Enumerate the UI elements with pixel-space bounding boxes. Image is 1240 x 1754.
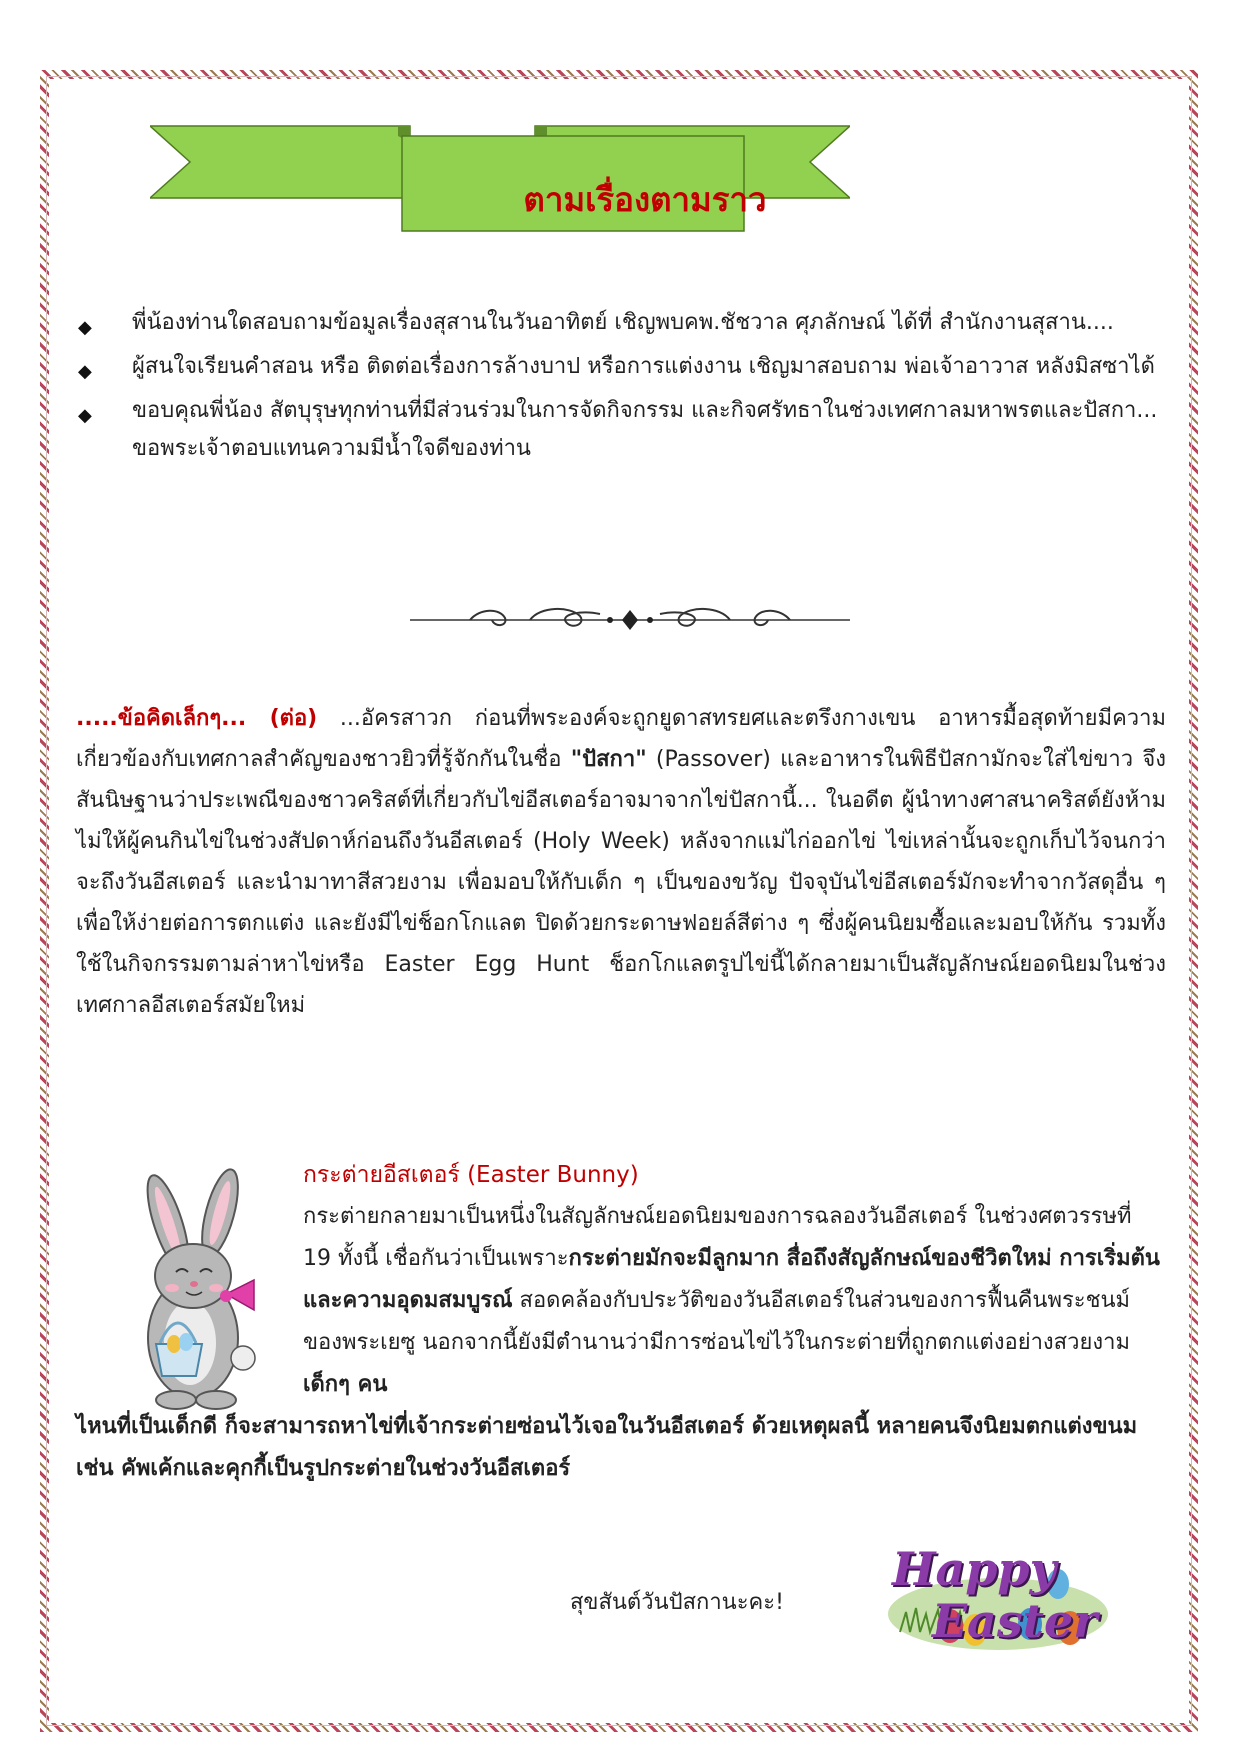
banner-title: ตามเรื่องตามราว	[523, 180, 767, 219]
easter-bunny-illustration	[108, 1168, 278, 1414]
announcement-text: ขอบคุณพี่น้อง สัตบุรุษทุกท่านที่มีส่วนร่วมในการจัดกิจกรรม และกิจศรัทธาในช่วงเทศกาลมหาพรตและปัสกา... ขอพระเจ้าตอบแทนความมีน้ำใจดีของท่าน	[132, 398, 1158, 461]
scroll-ornament-icon	[410, 600, 850, 640]
diamond-bullet-icon: ◆	[78, 405, 92, 426]
happy-easter-word-2: Easter	[932, 1594, 1098, 1648]
article-lead: ...อัครสาวก ก่อนที่พระองค์จะถูกยูดาสทรยศและตรึงกางเขน อาหารมื้อสุดท้ายมีความเกี่ยวข้องกับเทศกาลสำคัญของชาวยิวที่รู้จักกันในชื่อ	[76, 706, 1166, 772]
bunny-section-title: กระต่ายอีสเตอร์ (Easter Bunny)	[303, 1162, 639, 1188]
title-banner	[150, 118, 850, 248]
announcement-item	[76, 304, 1166, 342]
announcement-text: ผู้สนใจเรียนคำสอน หรือ ติดต่อเรื่องการล้างบาป หรือการแต่งงาน เชิญมาสอบถาม พ่อเจ้าอาวาส หลังมิสซาได้	[132, 354, 1155, 379]
bunny-emphasis: เด็กๆ คน	[303, 1372, 388, 1397]
announcement-list	[76, 304, 1166, 474]
passover-term: "ปัสกา"	[570, 747, 647, 772]
diamond-bullet-icon: ◆	[78, 361, 92, 382]
bunny-paragraph-continued: ไหนที่เป็นเด็กดี ก็จะสามารถหาไข่ที่เจ้ากระต่ายซ่อนไว้เจอในวันอีสเตอร์ ด้วยเหตุผลนี้ หลายคนจึงนิยมตกแต่งขนม เช่น คัพเค้กและคุกกี้เป็นรูปกระต่ายในช่วงวันอีสเตอร์	[76, 1414, 1138, 1481]
announcement-item	[76, 392, 1166, 468]
bunny-paragraph	[303, 1196, 1165, 1406]
happy-easter-logo	[880, 1532, 1116, 1662]
announcement-text: พี่น้องท่านใดสอบถามข้อมูลเรื่องสุสานในวันอาทิตย์ เชิญพบคพ.ชัชวาล ศุภลักษณ์ ได้ที่ สำนักงานสุสาน....	[132, 310, 1114, 335]
diamond-bullet-icon: ◆	[78, 317, 92, 338]
article-body: (Passover) และอาหารในพิธีปัสกามักจะใส่ไข่ขาว จึงสันนิษฐานว่าประเพณีของชาวคริสต์ที่เกี่ยวกับไข่อีสเตอร์อาจมาจากไข่ปัสกานี้... ในอดีต ผู้นำทางศาสนาคริสต์ยังห้ามไม่ให้ผู้คนกินไข่ในช่วงสัปดาห์ก่อนถึงวันอีสเตอร์ (Holy Week) หลังจากแม่ไก่ออกไข่ ไข่เหล่านั้นจะถูกเก็บไว้จนกว่าจะถึงวันอีสเตอร์ และนำมาทาสีสวยงาม เพื่อมอบให้กับเด็ก ๆ เป็นของขวัญ ปัจจุบันไข่อีสเตอร์มักจะทำจากวัสดุอื่น ๆ เพื่อให้ง่ายต่อการตกแต่ง และยังมีไข่ช็อกโกแลต ปิดด้วยกระดาษฟอยล์สีต่าง ๆ ซึ่งผู้คนนิยมซื้อและมอบให้กัน รวมทั้งใช้ในกิจกรรมตามล่าหาไข่หรือ Easter Egg Hunt ช็อกโกแลตรูปไข่นี้ได้กลายมาเป็นสัญลักษณ์ยอดนิยมในช่วงเทศกาลอีสเตอร์สมัยใหม่	[76, 747, 1166, 1018]
happy-easter-word-1: Happy	[892, 1542, 1057, 1596]
announcement-item	[76, 348, 1166, 386]
bunny-emphasis: กระต่ายมักจะมีลูกมาก สื่อถึงสัญลักษณ์ของชีวิตใหม่ การเริ่มต้น และความอุดมสมบูรณ์	[303, 1246, 1160, 1313]
article-heading: .....ข้อคิดเล็กๆ... (ต่อ)	[76, 706, 318, 731]
closing-greeting: สุขสันต์วันปัสกานะคะ!	[570, 1590, 784, 1615]
bunny-text: กระต่ายกลายมาเป็นหนึ่งในสัญลักษณ์ยอดนิยมของการฉลองวันอีสเตอร์ ในช่วงศตวรรษที่ 19 ทั้งนี้ เชื่อกันว่าเป็นเพราะ	[303, 1204, 1132, 1271]
article-paragraph	[76, 698, 1166, 1026]
bunny-text: สอดคล้องกับประวัติของวันอีสเตอร์ในส่วนของการฟื้นคืนพระชนม์ของพระเยซู นอกจากนี้ยังมีตำนานว่ามีการซ่อนไข่ไว้ในกระต่ายที่ถูกตกแต่งอย่างสวยงาม	[303, 1288, 1131, 1355]
